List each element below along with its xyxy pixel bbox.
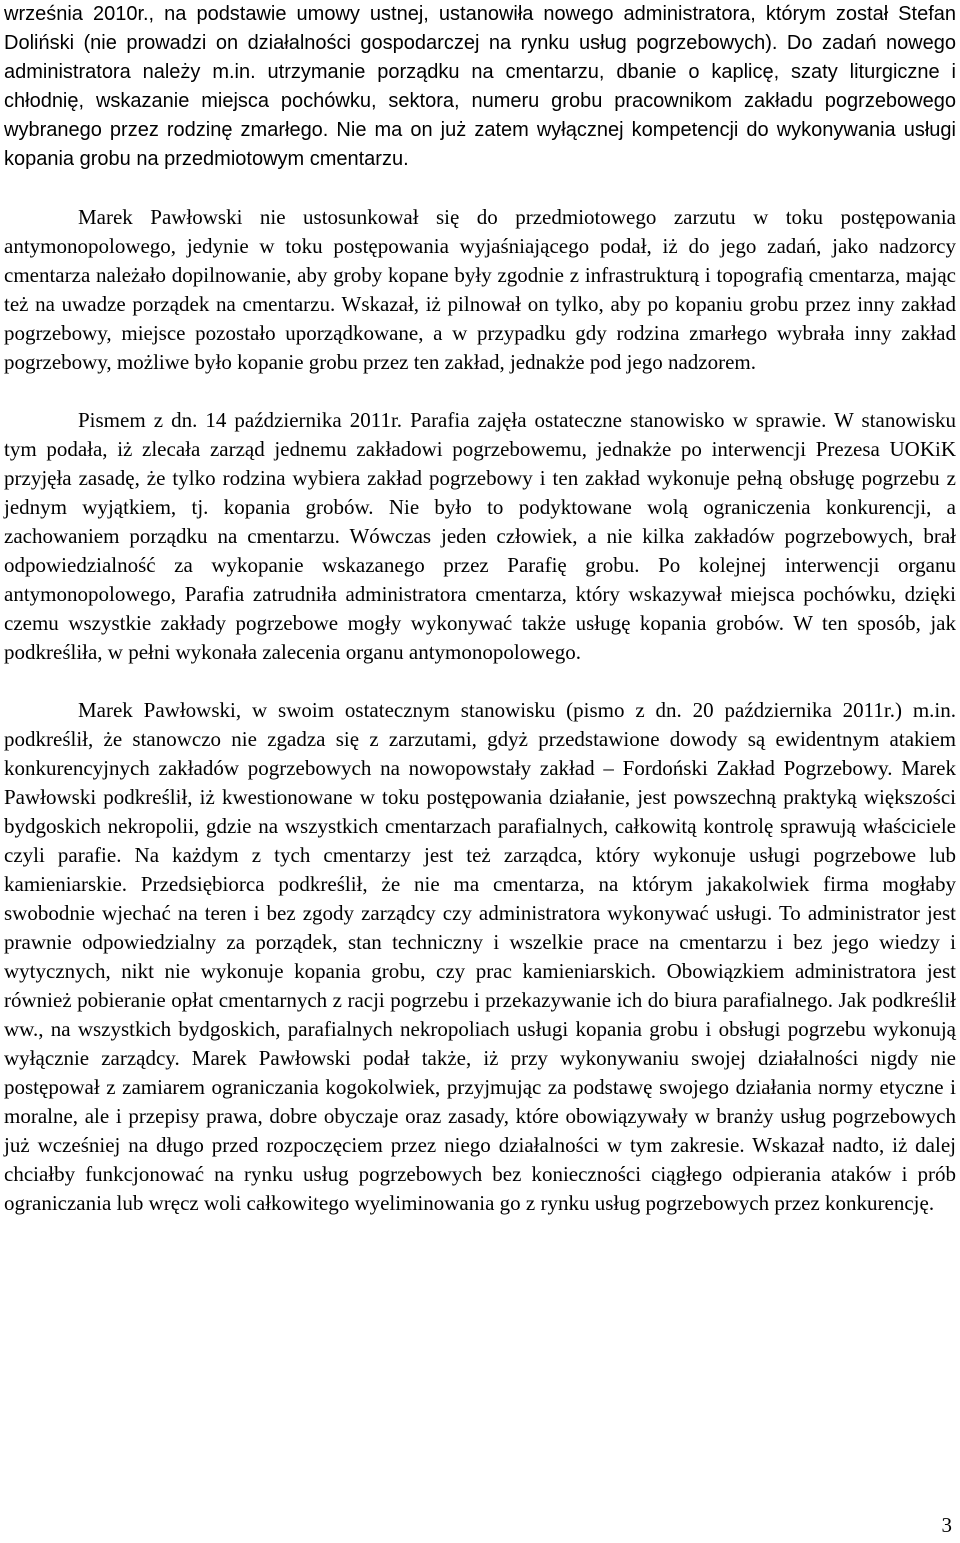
paragraph-parish-position: Pismem z dn. 14 października 2011r. Parafia zajęła ostateczne stanowisko w sprawie. W stanowisku tym podała, iż zlecała zarząd jednemu zakładowi pogrzebowemu, jednakże po interwencji Prezesa UOKiK przyjęła zasadę, że tylko rodzina wybiera zakład pogrzebowy i ten zakład wykonuje pełną obsługę pogrzebu z jednym wyjątkiem, tj. kopania grobów. Nie było to podyktowane wolą ograniczenia konkurencji, a zachowaniem porządku na cmentarzu. Wówczas jeden człowiek, a nie kilka zakładów pogrzebowych, brał odpowiedzialność za wykopanie wskazanego przez Parafię grobu. Po kolejnej interwencji organu antymonopolowego, Parafia zatrudniła administratora cmentarza, który wskazywał miejsca pochówku, dzięki czemu wszystkie zakłady pogrzebowe mogły wykonywać także usługę kopania grobów. W ten sposób, jak podkreśliła, w pełni wykonała zalecenia organu antymonopolowego.: [4, 408, 956, 664]
paragraph-pawlowski-final-position: Marek Pawłowski, w swoim ostatecznym stanowisku (pismo z dn. 20 października 2011r.) m.in. podkreślił, że stanowczo nie zgadza się z zarzutami, gdyż przedstawione dowody są ewidentnym atakiem konkurencyjnych zakładów pogrzebowych na nowopowstały zakład – Fordoński Zakład Pogrzebowy. Marek Pawłowski podkreślił, iż kwestionowane w toku postępowania działanie, jest powszechną praktyką większości bydgoskich nekropolii, gdzie na wszystkich cmentarzach parafialnych, całkowitą kontrolę sprawują właściciele czyli parafie. Na każdym z tych cmentarzy jest też zarządca, który wykonuje usługi pogrzebowe lub kamieniarskie. Przedsiębiorca podkreślił, że nie ma cmentarza, na którym jakakolwiek firma mogłaby swobodnie wjechać na teren i bez zgody zarządcy czy administratora wykonywać usługi. To administrator jest prawnie odpowiedzialny za porządek, stan techniczny i wszelkie prace na cmentarzu i bez jego wiedzy i wytycznych, nikt nie wykonuje kopania grobu, czy prac kamieniarskich. Obowiązkiem administratora jest również pobieranie opłat cmentarnych z racji pogrzebu i przekazywanie ich do biura parafialnego. Jak podkreślił ww., na wszystkich bydgoskich, parafialnych nekropoliach usługi kopania grobu i obsługi pogrzebu wykonują wyłącznie zarządcy. Marek Pawłowski podał także, iż przy wykonywaniu swojej działalności nigdy nie postępował z zamiarem ograniczania kogokolwiek, przyjmując za podstawę swojego działania normy etyczne i moralne, ale i przepisy prawa, dobre obyczaje oraz zasady, które obowiązywały w branży usług pogrzebowych już wcześniej na długo przed rozpoczęciem przez niego działalności w tym zakresie. Wskazał nadto, iż dalej chciałby funkcjonować na rynku usług pogrzebowych bez konieczności ciągłego odpierania ataków i prób ograniczania lub wręcz woli całkowitego wyeliminowania go z rynku usług pogrzebowych przez konkurencję.: [4, 698, 956, 1215]
page-number: 3: [941, 1513, 952, 1537]
paragraph-pawlowski-response: Marek Pawłowski nie ustosunkował się do przedmiotowego zarzutu w toku postępowania antymonopolowego, jedynie w toku postępowania wyjaśniającego podał, iż do jego zadań, jako nadzorcy cmentarza należało dopilnowanie, aby groby kopane były zgodnie z infrastrukturą i topografią cmentarza, mając też na uwadze porządek na cmentarzu. Wskazał, iż pilnował on tylko, aby po kopaniu grobu przez inny zakład pogrzebowy, miejsce pozostało uporządkowane, a w przypadku gdy rodzina zmarłego wybrała inny zakład pogrzebowy, możliwe było kopanie grobu przez ten zakład, jednakże pod jego nadzorem.: [4, 205, 956, 374]
paragraph-administrator: września 2010r., na podstawie umowy ustnej, ustanowiła nowego administratora, którym został Stefan Doliński (nie prowadzi on działalności gospodarczej na rynku usług pogrzebowych). Do zadań nowego administratora należy m.in. utrzymanie porządku na cmentarzu, dbanie o kaplicę, szaty liturgiczne i chłodnię, wskazanie miejsca pochówku, sektora, numeru grobu pracownikom zakładu pogrzebowego wybranego przez rodzinę zmarłego. Nie ma on już zatem wyłącznej kompetencji do wykonywania usługi kopania grobu na przedmiotowym cmentarzu.: [4, 3, 956, 170]
document-body: [4, 0, 956, 1218]
